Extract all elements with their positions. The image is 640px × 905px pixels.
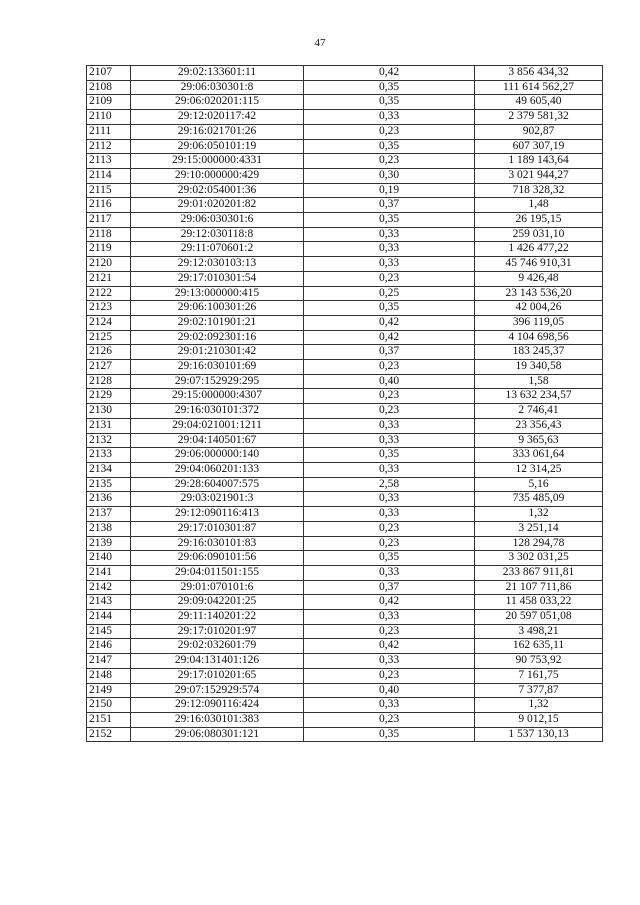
rate-cell: 0,23 bbox=[304, 404, 475, 419]
rate-cell: 0,33 bbox=[304, 433, 475, 448]
table-row bbox=[87, 654, 603, 669]
cadastral-number-cell: 29:15:000000:4307 bbox=[131, 389, 304, 404]
cadastral-number-cell: 29:12:090116:424 bbox=[131, 698, 304, 713]
table-row bbox=[87, 330, 603, 345]
row-number-cell: 2147 bbox=[87, 654, 131, 669]
rate-cell: 0,33 bbox=[304, 257, 475, 272]
cadastral-number-cell: 29:06:020201:115 bbox=[131, 95, 304, 110]
cadastral-number-cell: 29:09:042201:25 bbox=[131, 595, 304, 610]
row-number-cell: 2119 bbox=[87, 242, 131, 257]
cadastral-number-cell: 29:16:030101:372 bbox=[131, 404, 304, 419]
table-row bbox=[87, 389, 603, 404]
table-row bbox=[87, 80, 603, 95]
value-cell: 735 485,09 bbox=[475, 492, 603, 507]
rate-cell: 0,42 bbox=[304, 330, 475, 345]
rate-cell: 0,35 bbox=[304, 213, 475, 228]
value-cell: 9 012,15 bbox=[475, 712, 603, 727]
value-cell: 1,32 bbox=[475, 698, 603, 713]
rate-cell: 0,35 bbox=[304, 95, 475, 110]
row-number-cell: 2115 bbox=[87, 183, 131, 198]
rate-cell: 0,35 bbox=[304, 301, 475, 316]
row-number-cell: 2126 bbox=[87, 345, 131, 360]
rate-cell: 0,23 bbox=[304, 668, 475, 683]
value-cell: 21 107 711,86 bbox=[475, 580, 603, 595]
cadastral-number-cell: 29:17:010201:65 bbox=[131, 668, 304, 683]
value-cell: 45 746 910,31 bbox=[475, 257, 603, 272]
cadastral-number-cell: 29:16:030101:69 bbox=[131, 360, 304, 375]
row-number-cell: 2118 bbox=[87, 227, 131, 242]
table-row bbox=[87, 404, 603, 419]
table-row bbox=[87, 110, 603, 125]
cadastral-number-cell: 29:12:030118:8 bbox=[131, 227, 304, 242]
cadastral-number-cell: 29:12:020117:42 bbox=[131, 110, 304, 125]
rate-cell: 0,35 bbox=[304, 448, 475, 463]
row-number-cell: 2114 bbox=[87, 168, 131, 183]
rate-cell: 0,37 bbox=[304, 198, 475, 213]
row-number-cell: 2143 bbox=[87, 595, 131, 610]
table-row bbox=[87, 448, 603, 463]
table-row bbox=[87, 124, 603, 139]
rate-cell: 0,25 bbox=[304, 286, 475, 301]
table-row bbox=[87, 95, 603, 110]
row-number-cell: 2140 bbox=[87, 551, 131, 566]
page-number: 47 bbox=[314, 37, 326, 49]
cadastral-number-cell: 29:16:030101:83 bbox=[131, 536, 304, 551]
table-row bbox=[87, 257, 603, 272]
table-row bbox=[87, 374, 603, 389]
row-number-cell: 2111 bbox=[87, 124, 131, 139]
row-number-cell: 2141 bbox=[87, 565, 131, 580]
value-cell: 1 189 143,64 bbox=[475, 154, 603, 169]
cadastral-number-cell: 29:01:020201:82 bbox=[131, 198, 304, 213]
cadastral-number-cell: 29:07:152929:295 bbox=[131, 374, 304, 389]
value-cell: 1,58 bbox=[475, 374, 603, 389]
value-cell: 259 031,10 bbox=[475, 227, 603, 242]
table-row bbox=[87, 580, 603, 595]
row-number-cell: 2109 bbox=[87, 95, 131, 110]
cadastral-number-cell: 29:02:054001:36 bbox=[131, 183, 304, 198]
cadastral-number-cell: 29:10:000000:429 bbox=[131, 168, 304, 183]
table-row bbox=[87, 595, 603, 610]
cadastral-number-cell: 29:04:011501:155 bbox=[131, 565, 304, 580]
rate-cell: 0,42 bbox=[304, 595, 475, 610]
rate-cell: 0,23 bbox=[304, 712, 475, 727]
table-row bbox=[87, 551, 603, 566]
cadastral-number-cell: 29:02:133601:11 bbox=[131, 66, 304, 81]
row-number-cell: 2129 bbox=[87, 389, 131, 404]
cadastral-number-cell: 29:06:090101:56 bbox=[131, 551, 304, 566]
value-cell: 20 597 051,08 bbox=[475, 610, 603, 625]
row-number-cell: 2146 bbox=[87, 639, 131, 654]
cadastral-number-cell: 29:04:021001:1211 bbox=[131, 418, 304, 433]
row-number-cell: 2139 bbox=[87, 536, 131, 551]
row-number-cell: 2108 bbox=[87, 80, 131, 95]
table-row bbox=[87, 536, 603, 551]
value-cell: 1,48 bbox=[475, 198, 603, 213]
table-row bbox=[87, 639, 603, 654]
row-number-cell: 2107 bbox=[87, 66, 131, 81]
rate-cell: 0,33 bbox=[304, 565, 475, 580]
row-number-cell: 2128 bbox=[87, 374, 131, 389]
value-cell: 9 365,63 bbox=[475, 433, 603, 448]
cadastral-number-cell: 29:13:000000:415 bbox=[131, 286, 304, 301]
value-cell: 2 746,41 bbox=[475, 404, 603, 419]
value-cell: 3 302 031,25 bbox=[475, 551, 603, 566]
table-row bbox=[87, 360, 603, 375]
row-number-cell: 2152 bbox=[87, 727, 131, 742]
table-row bbox=[87, 271, 603, 286]
row-number-cell: 2112 bbox=[87, 139, 131, 154]
value-cell: 607 307,19 bbox=[475, 139, 603, 154]
table-row bbox=[87, 154, 603, 169]
row-number-cell: 2133 bbox=[87, 448, 131, 463]
value-cell: 23 143 536,20 bbox=[475, 286, 603, 301]
cadastral-number-cell: 29:12:030103:13 bbox=[131, 257, 304, 272]
table-row bbox=[87, 727, 603, 742]
row-number-cell: 2138 bbox=[87, 521, 131, 536]
data-table bbox=[86, 65, 603, 742]
row-number-cell: 2144 bbox=[87, 610, 131, 625]
rate-cell: 0,33 bbox=[304, 227, 475, 242]
row-number-cell: 2131 bbox=[87, 418, 131, 433]
value-cell: 333 061,64 bbox=[475, 448, 603, 463]
table-body bbox=[87, 66, 603, 742]
rate-cell: 0,33 bbox=[304, 492, 475, 507]
value-cell: 183 245,37 bbox=[475, 345, 603, 360]
table-row bbox=[87, 286, 603, 301]
cadastral-number-cell: 29:16:030101:383 bbox=[131, 712, 304, 727]
cadastral-number-cell: 29:02:092301:16 bbox=[131, 330, 304, 345]
row-number-cell: 2122 bbox=[87, 286, 131, 301]
row-number-cell: 2142 bbox=[87, 580, 131, 595]
rate-cell: 0,35 bbox=[304, 727, 475, 742]
row-number-cell: 2135 bbox=[87, 477, 131, 492]
table-row bbox=[87, 418, 603, 433]
table-row bbox=[87, 345, 603, 360]
table-row bbox=[87, 301, 603, 316]
table-row bbox=[87, 462, 603, 477]
cadastral-number-cell: 29:28:604007:575 bbox=[131, 477, 304, 492]
cadastral-number-cell: 29:17:010201:97 bbox=[131, 624, 304, 639]
row-number-cell: 2113 bbox=[87, 154, 131, 169]
row-number-cell: 2130 bbox=[87, 404, 131, 419]
row-number-cell: 2149 bbox=[87, 683, 131, 698]
table-row bbox=[87, 610, 603, 625]
table-row bbox=[87, 521, 603, 536]
table-row bbox=[87, 712, 603, 727]
table-row bbox=[87, 168, 603, 183]
cadastral-number-cell: 29:16:021701:26 bbox=[131, 124, 304, 139]
value-cell: 19 340,58 bbox=[475, 360, 603, 375]
rate-cell: 0,19 bbox=[304, 183, 475, 198]
cadastral-number-cell: 29:06:030301:8 bbox=[131, 80, 304, 95]
value-cell: 7 161,75 bbox=[475, 668, 603, 683]
value-cell: 3 498,21 bbox=[475, 624, 603, 639]
table-row bbox=[87, 66, 603, 81]
row-number-cell: 2148 bbox=[87, 668, 131, 683]
rate-cell: 0,37 bbox=[304, 580, 475, 595]
cadastral-number-cell: 29:03:021901:3 bbox=[131, 492, 304, 507]
table-row bbox=[87, 683, 603, 698]
value-cell: 42 004,26 bbox=[475, 301, 603, 316]
value-cell: 111 614 562,27 bbox=[475, 80, 603, 95]
table-row bbox=[87, 315, 603, 330]
table-row bbox=[87, 433, 603, 448]
value-cell: 49 605,40 bbox=[475, 95, 603, 110]
rate-cell: 0,42 bbox=[304, 315, 475, 330]
row-number-cell: 2137 bbox=[87, 507, 131, 522]
cadastral-number-cell: 29:02:101901:21 bbox=[131, 315, 304, 330]
cadastral-number-cell: 29:06:080301:121 bbox=[131, 727, 304, 742]
value-cell: 1 537 130,13 bbox=[475, 727, 603, 742]
table-row bbox=[87, 198, 603, 213]
rate-cell: 0,35 bbox=[304, 80, 475, 95]
value-cell: 1,32 bbox=[475, 507, 603, 522]
rate-cell: 0,23 bbox=[304, 360, 475, 375]
cadastral-number-cell: 29:17:010301:54 bbox=[131, 271, 304, 286]
rate-cell: 0,23 bbox=[304, 389, 475, 404]
cadastral-number-cell: 29:11:070601:2 bbox=[131, 242, 304, 257]
rate-cell: 0,33 bbox=[304, 654, 475, 669]
table-row bbox=[87, 507, 603, 522]
rate-cell: 0,33 bbox=[304, 462, 475, 477]
table-row bbox=[87, 242, 603, 257]
table-row bbox=[87, 477, 603, 492]
row-number-cell: 2110 bbox=[87, 110, 131, 125]
row-number-cell: 2134 bbox=[87, 462, 131, 477]
cadastral-number-cell: 29:12:090116:413 bbox=[131, 507, 304, 522]
rate-cell: 0,35 bbox=[304, 139, 475, 154]
cadastral-number-cell: 29:04:060201:133 bbox=[131, 462, 304, 477]
value-cell: 26 195,15 bbox=[475, 213, 603, 228]
cadastral-number-cell: 29:11:140201:22 bbox=[131, 610, 304, 625]
cadastral-number-cell: 29:06:030301:6 bbox=[131, 213, 304, 228]
row-number-cell: 2120 bbox=[87, 257, 131, 272]
row-number-cell: 2124 bbox=[87, 315, 131, 330]
row-number-cell: 2150 bbox=[87, 698, 131, 713]
rate-cell: 0,40 bbox=[304, 374, 475, 389]
cadastral-number-cell: 29:02:032601:79 bbox=[131, 639, 304, 654]
row-number-cell: 2121 bbox=[87, 271, 131, 286]
row-number-cell: 2127 bbox=[87, 360, 131, 375]
value-cell: 3 856 434,32 bbox=[475, 66, 603, 81]
rate-cell: 0,35 bbox=[304, 551, 475, 566]
value-cell: 902,87 bbox=[475, 124, 603, 139]
rate-cell: 0,33 bbox=[304, 242, 475, 257]
cadastral-number-cell: 29:04:140501:67 bbox=[131, 433, 304, 448]
rate-cell: 0,30 bbox=[304, 168, 475, 183]
value-cell: 13 632 234,57 bbox=[475, 389, 603, 404]
row-number-cell: 2132 bbox=[87, 433, 131, 448]
value-cell: 4 104 698,56 bbox=[475, 330, 603, 345]
row-number-cell: 2151 bbox=[87, 712, 131, 727]
rate-cell: 0,33 bbox=[304, 698, 475, 713]
value-cell: 90 753,92 bbox=[475, 654, 603, 669]
cadastral-number-cell: 29:01:210301:42 bbox=[131, 345, 304, 360]
rate-cell: 0,23 bbox=[304, 624, 475, 639]
value-cell: 2 379 581,32 bbox=[475, 110, 603, 125]
rate-cell: 0,33 bbox=[304, 610, 475, 625]
value-cell: 1 426 477,22 bbox=[475, 242, 603, 257]
value-cell: 23 356,43 bbox=[475, 418, 603, 433]
rate-cell: 0,23 bbox=[304, 521, 475, 536]
value-cell: 3 251,14 bbox=[475, 521, 603, 536]
value-cell: 3 021 944,27 bbox=[475, 168, 603, 183]
cadastral-number-cell: 29:04:131401:126 bbox=[131, 654, 304, 669]
rate-cell: 2,58 bbox=[304, 477, 475, 492]
rate-cell: 0,23 bbox=[304, 124, 475, 139]
value-cell: 128 294,78 bbox=[475, 536, 603, 551]
rate-cell: 0,23 bbox=[304, 154, 475, 169]
cadastral-number-cell: 29:07:152929:574 bbox=[131, 683, 304, 698]
table-row bbox=[87, 668, 603, 683]
rate-cell: 0,42 bbox=[304, 639, 475, 654]
cadastral-number-cell: 29:06:000000:140 bbox=[131, 448, 304, 463]
row-number-cell: 2123 bbox=[87, 301, 131, 316]
row-number-cell: 2117 bbox=[87, 213, 131, 228]
row-number-cell: 2116 bbox=[87, 198, 131, 213]
row-number-cell: 2145 bbox=[87, 624, 131, 639]
rate-cell: 0,42 bbox=[304, 66, 475, 81]
cadastral-number-cell: 29:06:050101:19 bbox=[131, 139, 304, 154]
value-cell: 162 635,11 bbox=[475, 639, 603, 654]
table-row bbox=[87, 565, 603, 580]
cadastral-number-cell: 29:06:100301:26 bbox=[131, 301, 304, 316]
value-cell: 396 119,05 bbox=[475, 315, 603, 330]
table-row bbox=[87, 227, 603, 242]
table-row bbox=[87, 183, 603, 198]
table-row bbox=[87, 213, 603, 228]
value-cell: 9 426,48 bbox=[475, 271, 603, 286]
value-cell: 5,16 bbox=[475, 477, 603, 492]
value-cell: 7 377,87 bbox=[475, 683, 603, 698]
table-row bbox=[87, 492, 603, 507]
row-number-cell: 2125 bbox=[87, 330, 131, 345]
table-row bbox=[87, 698, 603, 713]
row-number-cell: 2136 bbox=[87, 492, 131, 507]
value-cell: 11 458 033,22 bbox=[475, 595, 603, 610]
cadastral-number-cell: 29:15:000000:4331 bbox=[131, 154, 304, 169]
table-row bbox=[87, 624, 603, 639]
rate-cell: 0,23 bbox=[304, 536, 475, 551]
rate-cell: 0,40 bbox=[304, 683, 475, 698]
value-cell: 233 867 911,81 bbox=[475, 565, 603, 580]
rate-cell: 0,33 bbox=[304, 507, 475, 522]
table-row bbox=[87, 139, 603, 154]
cadastral-number-cell: 29:17:010301:87 bbox=[131, 521, 304, 536]
value-cell: 12 314,25 bbox=[475, 462, 603, 477]
rate-cell: 0,23 bbox=[304, 271, 475, 286]
cadastral-number-cell: 29:01:070101:6 bbox=[131, 580, 304, 595]
rate-cell: 0,33 bbox=[304, 110, 475, 125]
value-cell: 718 328,32 bbox=[475, 183, 603, 198]
rate-cell: 0,33 bbox=[304, 418, 475, 433]
rate-cell: 0,37 bbox=[304, 345, 475, 360]
